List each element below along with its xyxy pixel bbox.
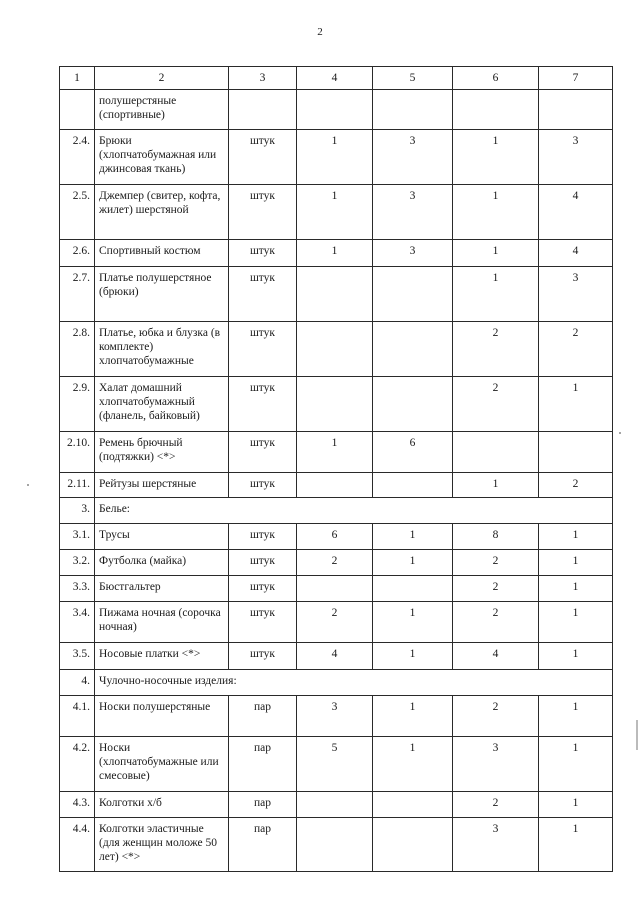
cell-unit: пар: [229, 696, 297, 737]
cell-col6: 1: [453, 240, 539, 267]
cell-col4: [297, 267, 373, 322]
header-row: [60, 67, 613, 90]
cell-col4: 2: [297, 550, 373, 576]
table-row: [60, 524, 613, 550]
cell-col6: 8: [453, 524, 539, 550]
cell-col4: 1: [297, 432, 373, 473]
cell-col6: 2: [453, 792, 539, 818]
cell-col6: 2: [453, 322, 539, 377]
cell-unit: штук: [229, 602, 297, 643]
cell-number: 3.2.: [60, 550, 95, 576]
cell-col4: 1: [297, 130, 373, 185]
cell-unit: штук: [229, 643, 297, 670]
cell-unit: штук: [229, 185, 297, 240]
cell-col4: [297, 322, 373, 377]
cell-name: Бюстгальтер: [95, 576, 229, 602]
cell-name: Джемпер (свитер, кофта, жилет) шерстяной: [95, 185, 229, 240]
cell-col7: 1: [539, 602, 613, 643]
table-row: [60, 818, 613, 872]
cell-col5: 3: [373, 130, 453, 185]
cell-name: Рейтузы шерстяные: [95, 473, 229, 498]
cell-name: Носки полушерстяные: [95, 696, 229, 737]
cell-col4: 2: [297, 602, 373, 643]
cell-col7: 2: [539, 473, 613, 498]
cell-col6: 4: [453, 643, 539, 670]
cell-number: 2.11.: [60, 473, 95, 498]
cell-col5: [373, 377, 453, 432]
cell-col6: [453, 90, 539, 130]
cell-number: 3.5.: [60, 643, 95, 670]
cell-number: 3.3.: [60, 576, 95, 602]
section-title: Чулочно-носочные изделия:: [95, 670, 613, 696]
cell-unit: штук: [229, 130, 297, 185]
cell-col4: 1: [297, 240, 373, 267]
cell-name: Спортивный костюм: [95, 240, 229, 267]
cell-name: Брюки (хлопчатобумажная или джинсовая ткань): [95, 130, 229, 185]
cell-number: 3.4.: [60, 602, 95, 643]
cell-col5: [373, 322, 453, 377]
cell-number: 4.2.: [60, 737, 95, 792]
cell-col6: 3: [453, 737, 539, 792]
cell-number: 2.9.: [60, 377, 95, 432]
header-cell: 6: [453, 67, 539, 90]
cell-col5: 3: [373, 185, 453, 240]
cell-col7: 1: [539, 696, 613, 737]
cell-col6: 2: [453, 576, 539, 602]
cell-col5: 1: [373, 696, 453, 737]
cell-col6: 1: [453, 473, 539, 498]
cell-unit: [229, 90, 297, 130]
scan-edge: [636, 720, 638, 750]
cell-number: 2.8.: [60, 322, 95, 377]
cell-unit: штук: [229, 240, 297, 267]
cell-col6: 2: [453, 550, 539, 576]
cell-number: 2.7.: [60, 267, 95, 322]
table-row: [60, 576, 613, 602]
page-number: 2: [317, 26, 323, 38]
table-row: [60, 792, 613, 818]
cell-col6: 1: [453, 267, 539, 322]
table-row: [60, 737, 613, 792]
cell-col5: 6: [373, 432, 453, 473]
cell-col4: 6: [297, 524, 373, 550]
cell-col5: 1: [373, 524, 453, 550]
cell-col4: 4: [297, 643, 373, 670]
cell-col7: [539, 432, 613, 473]
cell-name: Халат домашний хлопчатобумажный (фланель, байковый): [95, 377, 229, 432]
table-row: [60, 696, 613, 737]
section-row: [60, 498, 613, 524]
cell-col5: 1: [373, 550, 453, 576]
cell-col6: 2: [453, 377, 539, 432]
cell-number: 3.1.: [60, 524, 95, 550]
scan-speck: [619, 432, 621, 434]
cell-unit: штук: [229, 473, 297, 498]
cell-col4: [297, 818, 373, 872]
cell-col7: 4: [539, 240, 613, 267]
cell-name: Ремень брючный (подтяжки) <*>: [95, 432, 229, 473]
header-cell: 2: [95, 67, 229, 90]
cell-name: Футболка (майка): [95, 550, 229, 576]
header-cell: 4: [297, 67, 373, 90]
cell-col5: [373, 90, 453, 130]
cell-unit: штук: [229, 432, 297, 473]
cell-col4: [297, 90, 373, 130]
norms-table: [59, 66, 613, 872]
header-cell: 7: [539, 67, 613, 90]
cell-col7: 1: [539, 576, 613, 602]
cell-col5: 3: [373, 240, 453, 267]
cell-number: 2.6.: [60, 240, 95, 267]
cell-unit: штук: [229, 322, 297, 377]
cell-number: [60, 90, 95, 130]
table-row: [60, 90, 613, 130]
cell-number: 2.10.: [60, 432, 95, 473]
header-cell: 1: [60, 67, 95, 90]
cell-unit: пар: [229, 818, 297, 872]
cell-col7: 2: [539, 322, 613, 377]
cell-col7: 1: [539, 792, 613, 818]
cell-col7: 1: [539, 524, 613, 550]
cell-col7: 1: [539, 737, 613, 792]
cell-col6: 1: [453, 130, 539, 185]
table-row: [60, 130, 613, 185]
cell-number: 4.4.: [60, 818, 95, 872]
section-title: Белье:: [95, 498, 613, 524]
cell-number: 3.: [60, 498, 95, 524]
cell-col7: 3: [539, 130, 613, 185]
cell-col5: [373, 267, 453, 322]
section-row: [60, 670, 613, 696]
header-cell: 3: [229, 67, 297, 90]
cell-col4: 5: [297, 737, 373, 792]
table-row: [60, 602, 613, 643]
cell-name: Колготки эластичные (для женщин моложе 50 лет) <*>: [95, 818, 229, 872]
cell-col6: 2: [453, 696, 539, 737]
cell-col5: 1: [373, 737, 453, 792]
cell-name: Носки (хлопчатобумажные или смесовые): [95, 737, 229, 792]
cell-col5: 1: [373, 643, 453, 670]
table-row: [60, 377, 613, 432]
cell-unit: штук: [229, 576, 297, 602]
cell-name: Пижама ночная (сорочка ночная): [95, 602, 229, 643]
cell-col7: 3: [539, 267, 613, 322]
cell-number: 4.3.: [60, 792, 95, 818]
cell-col6: 2: [453, 602, 539, 643]
cell-number: 4.: [60, 670, 95, 696]
table-row: [60, 432, 613, 473]
table-row: [60, 240, 613, 267]
table-row: [60, 185, 613, 240]
cell-unit: пар: [229, 792, 297, 818]
cell-unit: пар: [229, 737, 297, 792]
cell-col7: 4: [539, 185, 613, 240]
cell-unit: штук: [229, 267, 297, 322]
cell-name: Колготки х/б: [95, 792, 229, 818]
cell-col4: [297, 792, 373, 818]
cell-col7: 1: [539, 377, 613, 432]
cell-col7: 1: [539, 818, 613, 872]
cell-unit: штук: [229, 550, 297, 576]
cell-col6: 3: [453, 818, 539, 872]
cell-name: Платье, юбка и блузка (в комплекте) хлопчатобумажные: [95, 322, 229, 377]
cell-unit: штук: [229, 377, 297, 432]
cell-name: полушерстяные (спортивные): [95, 90, 229, 130]
header-cell: 5: [373, 67, 453, 90]
cell-col5: [373, 473, 453, 498]
table-row: [60, 473, 613, 498]
scan-speck: [27, 484, 29, 486]
cell-name: Платье полушерстяное (брюки): [95, 267, 229, 322]
cell-col5: [373, 576, 453, 602]
cell-number: 4.1.: [60, 696, 95, 737]
cell-unit: штук: [229, 524, 297, 550]
cell-col4: [297, 473, 373, 498]
cell-col4: [297, 377, 373, 432]
cell-col5: 1: [373, 602, 453, 643]
cell-col5: [373, 792, 453, 818]
cell-col4: [297, 576, 373, 602]
cell-col6: [453, 432, 539, 473]
cell-col4: 3: [297, 696, 373, 737]
cell-col6: 1: [453, 185, 539, 240]
cell-col7: [539, 90, 613, 130]
cell-col4: 1: [297, 185, 373, 240]
cell-col5: [373, 818, 453, 872]
table-row: [60, 322, 613, 377]
table-row: [60, 550, 613, 576]
cell-col7: 1: [539, 550, 613, 576]
cell-number: 2.5.: [60, 185, 95, 240]
cell-name: Носовые платки <*>: [95, 643, 229, 670]
cell-name: Трусы: [95, 524, 229, 550]
cell-col7: 1: [539, 643, 613, 670]
table-row: [60, 643, 613, 670]
table-row: [60, 267, 613, 322]
cell-number: 2.4.: [60, 130, 95, 185]
